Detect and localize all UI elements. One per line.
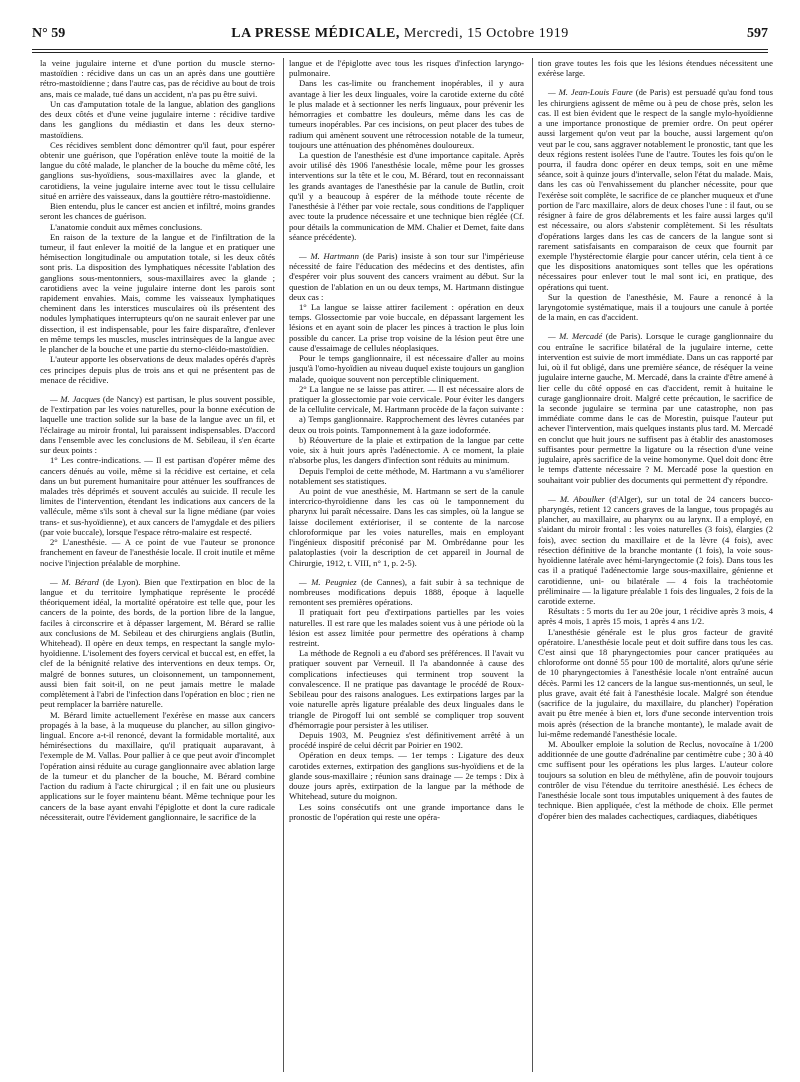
speaker-name: — M. Mercadé — [548, 331, 603, 342]
paragraph — [538, 292, 773, 323]
issue-date: Mercredi, 15 Octobre 1919 — [403, 26, 569, 41]
paragraph — [538, 739, 773, 821]
text-column-2 — [289, 58, 524, 1074]
text-column-1 — [40, 58, 275, 1074]
paragraph — [289, 607, 524, 648]
speaker-name: — M. Hartmann — [299, 250, 359, 261]
paragraph-text: (de Nancy) est partisan, le plus souvent possible, de l'extirpation par les voies naturelles, pour la bonne exécution de laquelle une traction solide sur la base de la langue avec un fil, et l'éclairage au miroir frontal, lui paraissent indispensables. D'accord dans l'ensemble avec les conclusions de M. Sebileau, il s'en écarte sur deux points : — [40, 394, 275, 456]
paragraph — [289, 302, 524, 353]
paragraph-text: Bien entendu, plus le cancer est ancien et infiltré, moins grandes seront les chances de guérison. — [40, 201, 275, 222]
paragraph-text: Depuis 1903, M. Peugniez s'est définitivement arrêté à un procédé inspiré de celui décrit par Poirier en 1902. — [289, 730, 524, 751]
paragraph — [289, 730, 524, 750]
paragraph — [538, 58, 773, 78]
text-column-3 — [538, 58, 773, 1074]
paragraph-text: Les soins consécutifs ont une grande importance dans le pronostic de l'opération qui reste une opéra- — [289, 801, 524, 822]
paragraph-text: (de Paris) est persuadé qu'au fond tous les chirurgiens agissent de même ou à peu de chose près, selon les cas. Il est bien évident que le respect de la sangle mylo-hyoïdienne a une importance pronostique de premier ordre. On peut opérer aussi largement qu'on veut par la bouche, aussi largement qu'on veut par le cou, sans aggraver notablement le pronostic, tant que les deux régions restent isolées l'une de l'autre. Toutes les fois qu'on le pourra, il faudra donc opérer en deux temps, soit en une même séance, soit à quinze jours d'intervalle, selon l'état du malade. Mais, dans les cas où l'envahissement du plancher nécessite, pour que l'exérèse soit complète, le sacrifice de ce plancher muqueux et d'une portion de l'arc maxillaire, alors de deux choses l'une : il faut, ou se résigner à faire de gros délabrements et les faire aussi larges qu'il est nécessaire, ou alors s'abstenir complètement. Si les résultats d'opérations larges dans les cas de cancers de la langue sont si rarement satisfaisants en comparaison de ceux que fournit par exemple l'hystérectomie élargie pour cancer utérin, cela tient à ce que les dispositions anatomiques sont telles que les opérations nécessaires pour enlever tout le mal sont ici, en pratique, des opérations qui tuent. — [538, 87, 773, 292]
page-header — [32, 26, 768, 46]
paragraph-text: Il pratiquait fort peu d'extirpations partielles par les voies naturelles. Il est rare que les malades soient vus à une période où la lésion est assez limitée pour permettre des opérations à champ restreint. — [289, 607, 524, 649]
paragraph — [538, 627, 773, 739]
paragraph — [40, 710, 275, 822]
paragraph — [289, 750, 524, 801]
paragraph — [289, 577, 524, 608]
paragraph — [289, 802, 524, 822]
paragraph-text: 1° Les contre-indications. — Il est partisan d'opérer même des cancers dénués au voile, même si la récidive est certaine, et cela dans un but purement humanitaire pour atténuer les souffrances de malades très déprimés et souvent acculés au suicide. Il recule les limites de l'intervention, étendant les indications aux cancers de la vallécule, même s'ils sont à cheval sur la ligne médiane (par voies trans- et sus-hyoïdienne), et aux cancers de l'amygdale et des piliers (par voie buccale), lorsque l'espace rétro-malaire est respecté. — [40, 455, 275, 537]
paragraph — [40, 455, 275, 537]
paragraph-text: a) Temps ganglionnaire. Rapprochement des lèvres cutanées par deux ou trois points. Tamponnement à la gaze iodoformée. — [289, 414, 524, 435]
paragraph — [289, 251, 524, 302]
paragraph — [538, 494, 773, 606]
paragraph-text: Opération en deux temps. — 1er temps : Ligature des deux carotides externes, extirpation des ganglions sus-hyoïdiens et de la glande sous-maxillaire ; réunion sans drainage — 2e temps : Dix à douze jours après, extirpation de la langue par la méthode de Whitehead, suture du moignon. — [289, 750, 524, 802]
paragraph — [40, 140, 275, 201]
paragraph — [289, 466, 524, 486]
paragraph-text: (de Cannes), a fait subir à sa technique de nombreuses modifications depuis 1888, époque à laquelle remontent ses premières opérations. — [289, 576, 524, 608]
column-divider — [532, 58, 533, 1072]
journal-title: LA PRESSE MÉDICALE, — [231, 26, 400, 41]
paragraph — [289, 435, 524, 466]
paragraph-text: La question de l'anesthésie est d'une importance capitale. Après avoir utilisé dès 1906 l'anesthésie locale, même pour les grosses interventions sur la tête et le cou, M. Bérard, tout en reconnaissant les grands avantages de l'anesthésie par la canule de Butlin, croit qu'il y a beaucoup à espérer de la méthode toute récente de l'anesthésie à l'éther par voie rectale, sous conditions de l'appliquer avec toute la prudence nécessaire et une technique bien réglée (Cf. pour détails la communication de MM. Chalier et Demet, faite dans séance précédente). — [289, 149, 524, 242]
paragraph — [40, 232, 275, 355]
paragraph-text: 2° La langue ne se laisse pas attirer. — Il est nécessaire alors de pratiquer la glossectomie par voie cervicale. Pour éviter les dangers de la cellulite cervicale, M. Hartmann procède de la façon suivante : — [289, 383, 524, 415]
paragraph — [40, 222, 275, 232]
paragraph — [289, 648, 524, 730]
paragraph — [289, 58, 524, 78]
article-body — [40, 58, 773, 1074]
paragraph — [40, 58, 275, 99]
paragraph-text: M. Aboulker emploie la solution de Reclus, novocaïne à 1/200 additionnée de une goutte d'adrénaline par centimètre cube ; 30 à 40 cmc suffisent pour les opérations les plus larges. L'auteur colore toujours sa solution en bleu de méthylène, afin de pouvoir toujours contrôler de visu l'étendue du territoire anesthésié. Les échecs de l'anesthésie locale sont tous imputables uniquement à des fautes de technique. Bien appliquée, c'est la méthode de choix. Elle permet d'opérer bien des malades cachectiques, cardiaques, diabétiques — [538, 739, 773, 821]
paragraph-text: (d'Alger), sur un total de 24 cancers bucco-pharyngés, retient 12 cancers graves de la langue, tous propagés au plancher, au maxillaire, au pharynx ou au larynx. Il a employé, en s'aidant du miroir frontal : les voies naturelles (3 fois), élargies (2 fois), avec section du maxillaire et de la lèvre (4 fois), avec résection définitive de la branche montante (1 fois), la voie sous-hyoïdienne latérale avec hémi-laryngectomie (2 fois). Dans tous les cas il a pratiqué l'adénectomie large sous-maxillaire, génienne et carotidienne, uni- ou bilatérale — 4 fois la trachéotomie préliminaire — la ligature préalable 1 fois des linguales, 2 fois de la carotide externe. — [538, 493, 773, 606]
paragraph — [289, 384, 524, 415]
paragraph-text: Résultats : 5 morts du 1er au 20e jour, 1 récidive après 3 mois, 4 après 4 mois, 1 après 15 mois, 1 après 4 ans 1/2. — [538, 606, 773, 627]
paragraph-text: tion grave toutes les fois que les lésions étendues nécessitent une exérèse large. — [538, 58, 773, 79]
paragraph — [538, 331, 773, 484]
speaker-name: — M. Jean-Louis Faure — [548, 87, 633, 98]
speaker-name: — M. Peugniez — [299, 576, 357, 587]
paragraph-text: M. Bérard limite actuellement l'exérèse en masse aux cancers propagés à la base, à la muqueuse du plancher, au sillon gingivo-lingual. Encore a-t-il renoncé, devant la formidable mortalité, aux hémirésections du maxillaire, qu'il pratiquait auparavant, à l'exemple de M. Vallas. Pour pallier à ce que peut avoir d'incomplet l'opération ainsi réduite au curage ganglionnaire avec ablation large de la tumeur et du plancher de la bouche, M. Bérard combine l'action du radium à l'acte chirurgical ; il en fait une ou plusieurs applications sur le foyer maintenu béant. Même technique pour les cancers de la base ayant envahi l'épiglotte et dont la cure radicale nécessiterait, outre l'évidement ganglionnaire, le sacrifice de la — [40, 709, 275, 822]
issue-number: N° 59 — [32, 26, 66, 41]
paragraph — [40, 99, 275, 140]
paragraph — [289, 150, 524, 242]
paragraph — [289, 353, 524, 384]
paragraph-text: Depuis l'emploi de cette méthode, M. Hartmann a vu s'améliorer notablement ses statistiques. — [289, 465, 524, 486]
speaker-name: — M. Aboulker — [548, 493, 605, 504]
paragraph — [40, 201, 275, 221]
paragraph — [40, 537, 275, 568]
paragraph — [289, 78, 524, 150]
masthead — [32, 26, 768, 42]
paragraph-text: Sur la question de l'anesthésie, M. Faure a renoncé à la laryngotomie systématique, mais il a toujours une canule à portée de la main, en cas d'accident. — [538, 291, 773, 323]
paragraph — [289, 486, 524, 568]
paragraph-text: Ces récidives semblent donc démontrer qu'il faut, pour espérer obtenir une guérison, que l'opération enlève toute la moitié de la langue du côté malade, le plancher de la bouche du même côté, les ganglions sus-hyoïdiens, sous-maxillaires avec la glande, et carotidiens, la veine jugulaire interne avec tout le tissu cellulaire situé en arrière des vaisseaux, dans la gouttière rétro-mastoïdienne. — [40, 139, 275, 201]
paragraph-text: 2° L'anesthésie. — A ce point de vue l'auteur se prononce franchement en faveur de l'anesthésie locale. Il croit inutile et même nocive l'injection préalable de morphine. — [40, 537, 275, 568]
paragraph-text: la veine jugulaire interne et d'une portion du muscle sterno-mastoïdien : récidive dans un cas un an après dans une gouttière rétro-mastoïdienne ; dans l'autre cas, pas de récidive au bout de trois ans, mais ce malade, tué dans un accident, n'a pas pu être suivi. — [40, 58, 275, 99]
page-number: 597 — [747, 26, 768, 41]
paragraph-text: Pour le temps ganglionnaire, il est nécessaire d'aller au moins jusqu'à l'omo-hyoïdien au niveau duquel existe toujours un ganglion malade, quoique souvent non perceptible cliniquement. — [289, 353, 524, 384]
column-divider — [283, 58, 284, 1072]
paragraph-text: (de Paris) insiste à son tour sur l'impérieuse nécessité de faire l'éducation des médecins et des dentistes, afin d'espérer voir plus souvent des cancers vraiment au début. Sur la question de l'ablation en un ou deux temps, M. Hartmann distingue deux cas : — [289, 250, 524, 302]
paragraph-text: langue et de l'épiglotte avec tous les risques d'infection laryngo-pulmonaire. — [289, 58, 524, 79]
paragraph-text: 1° La langue se laisse attirer facilement : opération en deux temps. Glossectomie par voie buccale, en dépassant largement les lésions et en ayant soin de placer les pinces à traction le plus loin possible du cancer. La prise trop voisine de la lésion peut être une cause d'essaimage de cellules néoplasiques. — [289, 302, 524, 353]
paragraph-text: La méthode de Regnoli a eu d'abord ses préférences. Il l'avait vu pratiquer souvent par Verneuil. Il l'a abandonnée à cause des complications infectieuses qui terminent trop souvent la convalescence. Il ne pratique pas davantage le procédé de Roux-Sebileau pour des raisons analogues. Les extirpations larges par la voie naturelle après ligature préalable des deux linguales dans le triangle de Pirogoff lui ont semblé se compliquer trop souvent d'hémorragie pour persister à les utiliser. — [289, 648, 524, 730]
paragraph — [538, 606, 773, 626]
paragraph — [289, 414, 524, 434]
paragraph-text: b) Réouverture de la plaie et extirpation de la langue par cette voie, six à huit jours après l'adénectomie. A ce moment, la plaie n'absorbe plus, les dangers d'infection sont réduits au minimum. — [289, 434, 524, 466]
paragraph — [40, 577, 275, 710]
speaker-name: — M. Bérard — [50, 576, 99, 587]
paragraph-text: (de Paris). Lorsque le curage ganglionnaire du cou entraîne le sacrifice bilatéral de la jugulaire interne, cette intervention est suivie de mort immédiate. Dans un cas rapporté par lui, où il fut obligé, dans une première séance, de réséquer la veine jugulaire interne gauche, M. Mercadé, dans la crainte d'être amené à lier celle du côté opposé en cas d'accident, remit à huitaine le curage ganglionnaire droit. Malgré cette précaution, le sacrifice de la seconde jugulaire se termina par une catastrophe, non pas immédiate comme dans le cas de Morestin, puisque l'auteur put achever l'intervention, mais quelques instants plus tard. M. Mercadé en conclut que huit jours ne suffisent pas à établir des anastomoses suffisantes pour permettre la ligature ou la résection d'une veine jugulaire, après sacrifice de la veine homonyme. Quel doit donc être le temps d'attente nécessaire ? M. Mercadé pose la question en souhaitant voir publier des documents qui permettent d'y répondre. — [538, 331, 773, 485]
header-rule-secondary — [32, 52, 768, 53]
paragraph-text: L'auteur apporte les observations de deux malades opérés d'après ces principes depuis plus de trois ans et qui ne présentent pas de menace de récidive. — [40, 354, 275, 385]
paragraph — [538, 87, 773, 291]
paragraph-text: L'anatomie conduit aux mêmes conclusions. — [50, 221, 203, 232]
paragraph — [40, 354, 275, 385]
paragraph-text: Dans les cas-limite ou franchement inopérables, il y aura avantage à lier les deux linguales, voire la carotide externe du côté le plus malade et à sectionner les nerfs linguaux, pour prévenir les hémorragies et combattre les douleurs, même dans les cas de tumeurs inopérables. Par ces incisions, on peut placer des tubes de radium qui amènent souvent une rétrocession notable de la tumeur, toujours une atténuation des phénomènes douloureux. — [289, 78, 524, 150]
paragraph-text: (de Lyon). Bien que l'extirpation en bloc de la langue et du territoire lymphatique représente le procédé théoriquement idéal, la mortalité opératoire est telle que, pour les cancers de la pointe, des bords, de la portion libre de la langue, faciles à circonscrire et à dépasser largement, M. Bérard se rallie aux conclusions de M. Sebileau et des chirurgiens anglais (Butlin, Whitehead). Il opère en deux temps, en respectant la sangle mylo-hyoïdienne. L'isolement des foyers cervical et buccal est, en effet, la clef de la bénignité relative des interventions en deux temps. Or, malgré de bonnes sutures, un cloisonnement, un tamponnement, aussi bien fait soit-il, on ne peut jamais mettre le malade complètement à l'abri de l'infection dans l'opération en bloc ; rien ne peut remplacer la barrière naturelle. — [40, 576, 275, 710]
paragraph-text: En raison de la texture de la langue et de l'infiltration de la tumeur, il faut enlever la moitié de la langue et en pratiquer une hémisection longitudinale ou amputation totale, si les deux côtés sont pris. La disposition des lymphatiques nécessite l'ablation des ganglions sous-mentonniers, sous-maxillaires avec la glande ; carotidiens avec la veine jugulaire interne dont les parois sont rapidement envahies. Mais, comme les vaisseaux lymphatiques cheminent dans les interstices musculaires où ils présentent des nodules lymphatiques interrupteurs qu'on ne saurait enlever par une dissection, il est indispensable, pour les faire disparaître, d'enlever en même temps les muscles, muscles intrinsèques de la langue avec le plancher de la bouche et une partie du sterno-cléido-mastoïdien. — [40, 231, 275, 355]
paragraph — [40, 394, 275, 455]
speaker-name: — M. Jacques — [50, 394, 101, 404]
paragraph-text: Un cas d'amputation totale de la langue, ablation des ganglions des deux côtés et d'une veine jugulaire interne : récidive tardive dans les ganglions du médiastin et dans les deux sterno-mastoïdiens. — [40, 98, 275, 140]
header-rule — [32, 49, 768, 50]
paragraph-text: Au point de vue anesthésie, M. Hartmann se sert de la canule intercrico-thyroïdienne dans les cas où le tamponnement du pharynx lui paraît nécessaire. Dans les cas simples, où la langue se laisse docilement extérioriser, il se contente de la narcose chloroformique par les voies naturelles, mais en employant l'ingénieux dispositif préconisé par M. Ombrédanne pour les palatoplasties (voir la description de cet appareil in Journal de Chirurgie, 1912, t. VIII, n° 1, p. 2-5). — [289, 485, 524, 568]
paragraph-text: L'anesthésie générale est le plus gros facteur de gravité opératoire. L'anesthésie locale peut et doit suffire dans tous les cas. C'est ainsi que 18 pharyngectomies pour cancer pratiquées au chloroforme ont donné 55 pour 100 de mortalité, alors qu'une série de 10 pharyngectomies à l'anesthésie locale n'ont entraîné aucun décès. Parmi les 12 cancers de la langue sus-mentionnés, un seul, le plus grave, avait été fait à l'anesthésie locale. Malgré son étendue (sacrifice de la jugulaire, du maxillaire, du plancher) l'opération avait pu être menée à bien et, lors d'une seconde intervention trois mois après (résection de la branche montante), le malade avait de lui-même redemandé l'anesthésie locale. — [538, 626, 773, 739]
